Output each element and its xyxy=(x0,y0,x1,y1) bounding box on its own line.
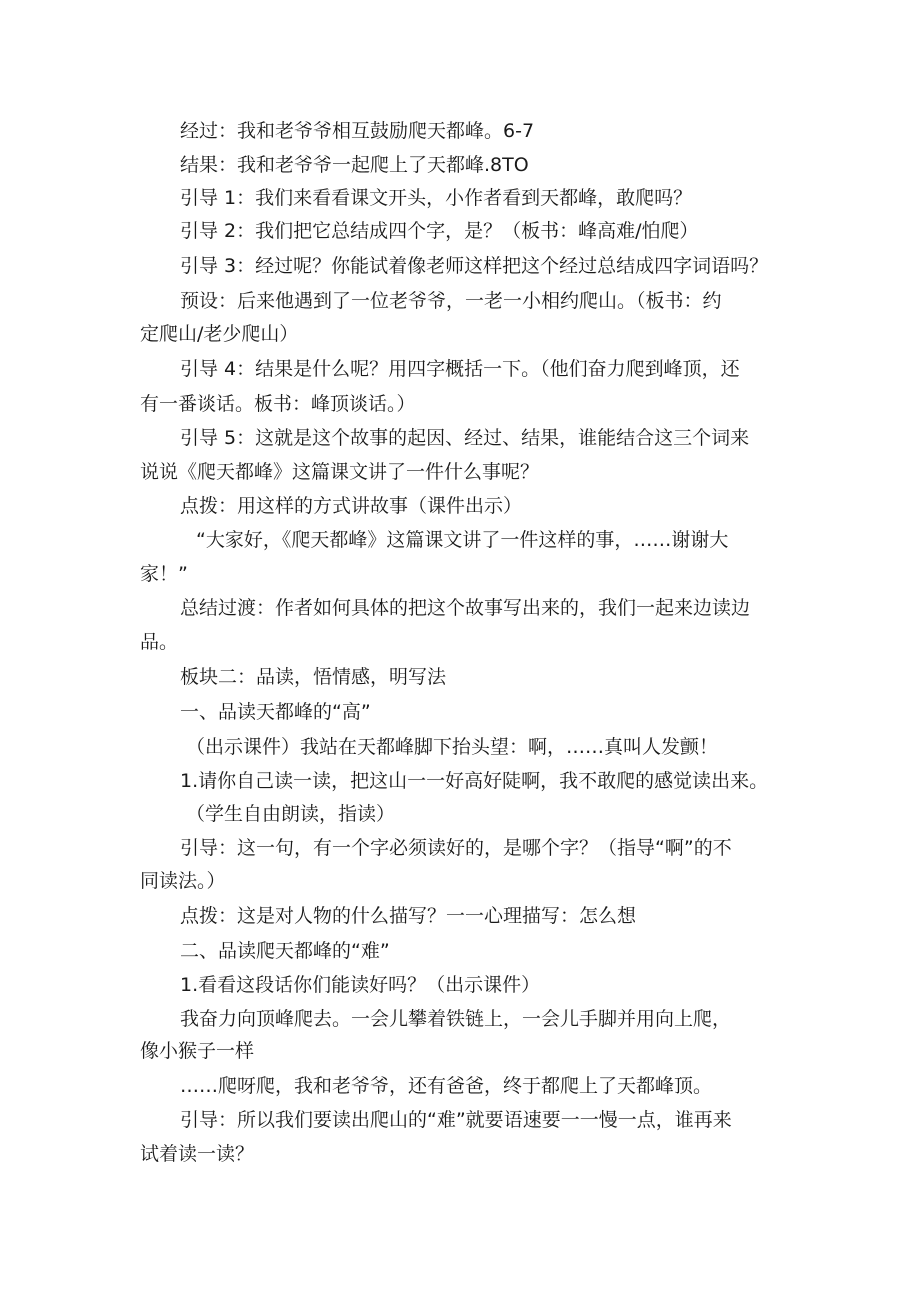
text-line: 品。 xyxy=(140,631,179,653)
text-line: 引导 2：我们把它总结成四个字，是？（板书：峰高难/怕爬） xyxy=(180,220,699,242)
text-line: （出示课件）我站在天都峰脚下抬头望：啊，……真叫人发颤！ xyxy=(186,736,719,758)
text-line: 家！” xyxy=(140,563,188,585)
text-line: 定爬山/老少爬山） xyxy=(140,323,299,345)
text-line: 1.看看这段话你们能读好吗？（出示课件） xyxy=(180,974,541,996)
text-line: 引导 3：经过呢？你能试着像老师这样把这个经过总结成四字词语吗？ xyxy=(180,255,769,277)
text-line: 二、品读爬天都峰的“难” xyxy=(180,940,390,962)
text-line: 引导：所以我们要读出爬山的“难”就要语速要一一慢一点，谁再来 xyxy=(180,1109,732,1131)
text-line: 1.请你自己读一读，把这山一一好高好陡啊，我不敢爬的感觉读出来。 xyxy=(180,770,769,792)
text-line: 同读法。） xyxy=(140,870,226,892)
text-line: 板块二：品读，悟情感，明写法 xyxy=(180,666,447,688)
text-line: 引导 1：我们来看看课文开头，小作者看到天都峰，敢爬吗？ xyxy=(180,187,693,209)
text-line: 总结过渡：作者如何具体的把这个故事写出来的，我们一起来边读边 xyxy=(180,597,751,619)
text-line: 点拨：这是对人物的什么描写？一一心理描写：怎么想 xyxy=(180,905,637,927)
text-line: 经过：我和老爷爷相互鼓励爬天都峰。6-7 xyxy=(180,120,535,142)
text-line: ……爬呀爬，我和老爷爷，还有爸爸，终于都爬上了天都峰顶。 xyxy=(180,1075,713,1097)
text-line: 点拨：用这样的方式讲故事（课件出示） xyxy=(180,495,523,517)
text-line: “大家好，《爬天都峰》这篇课文讲了一件这样的事，……谢谢大 xyxy=(196,529,729,551)
text-line: 说说《爬天都峰》这篇课文讲了一件什么事呢？ xyxy=(140,461,540,483)
text-line: 有一番谈话。板书：峰顶谈话。） xyxy=(140,393,416,415)
text-line: 引导 5：这就是这个故事的起因、经过、结果，谁能结合这三个词来 xyxy=(180,427,750,449)
text-line: 结果：我和老爷爷一起爬上了天都峰.8TO xyxy=(180,154,529,176)
text-line: 我奋力向顶峰爬去。一会儿攀着铁链上，一会儿手脚并用向上爬， xyxy=(180,1008,732,1030)
text-line: 预设：后来他遇到了一位老爷爷，一老一小相约爬山。（板书：约 xyxy=(180,290,722,312)
text-line: 像小猴子一样 xyxy=(140,1040,255,1062)
text-line: （学生自由朗读，指读） xyxy=(186,803,396,825)
text-line: 引导 4：结果是什么呢？用四字概括一下。（他们奋力爬到峰顶，还 xyxy=(180,358,740,380)
text-line: 一、品读天都峰的“高” xyxy=(180,701,371,723)
text-line: 引导：这一句，有一个字必须读好的，是哪个字？（指导“啊”的不 xyxy=(180,837,732,859)
text-line: 试着读一读？ xyxy=(140,1143,255,1165)
